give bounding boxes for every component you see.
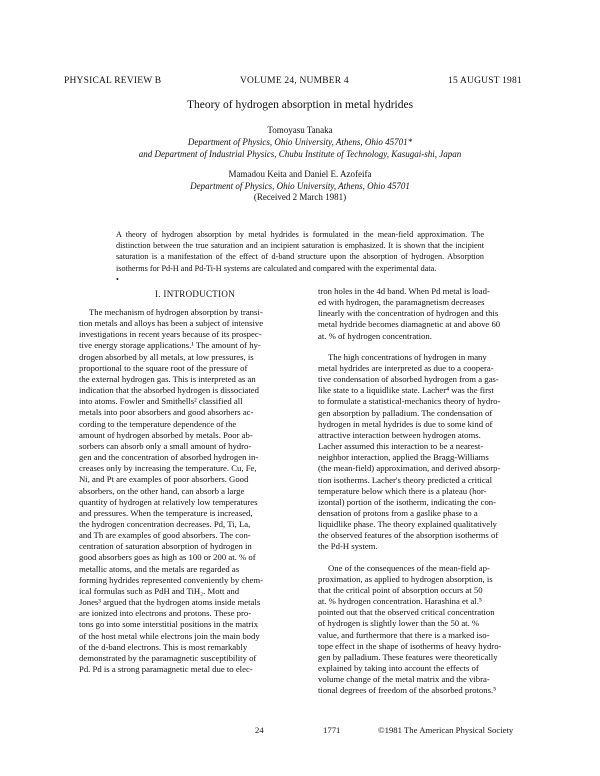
text-line: densation of protons from a gaslike phase to a	[318, 507, 478, 518]
text-line: ical formulas such as PdH and TiH₂. Mott and	[79, 585, 240, 596]
text-line: to formulate a statistical-mechanics theory of hydro-	[318, 396, 501, 407]
text-line: at. % of hydrogen concentration.	[318, 330, 432, 341]
separator-dot: •	[116, 275, 119, 284]
text-line: investigations in recent years because of its prospec-	[79, 329, 262, 340]
left-column	[79, 307, 305, 675]
text-line: centration of saturation absorption of hydrogen in	[79, 541, 252, 552]
text-line: Lacher assumed this interaction to be a nearest-	[318, 441, 484, 452]
abstract: A theory of hydrogen absorption by metal hydrides is formulated in the mean-field approximation. The distinction between the true saturation and an incipient saturation is emphasized. It is shown that the incipient saturation is a manifestation of the effect of d-band structure upon the absorption of hydrogen. Absorption isotherms for Pd-H and Pd-Ti-H systems are calculated and compared with the experimental data.	[116, 230, 484, 273]
text-line: the observed features of the absorption isotherms of	[318, 530, 499, 541]
text-line: tion metals and alloys has been a subject of intensive	[79, 318, 264, 329]
text-line: amount of hydrogen absorbed by metals. Poor ab-	[79, 429, 253, 440]
section-heading: I. INTRODUCTION	[155, 289, 235, 299]
text-line: proximation, as applied to hydrogen absorption, is	[318, 573, 493, 584]
affiliation-1a: Department of Physics, Ohio University, Athens, Ohio 45701*	[187, 137, 413, 147]
text-line: and pressures. When the temperature is increased,	[79, 507, 253, 518]
text-line: liquidlike phase. The theory explained qualitatively	[318, 519, 497, 530]
text-line: demonstrated by the paramagnetic susceptibility of	[79, 652, 257, 663]
text-line: at. % hydrogen concentration. Harashina et al.⁵	[318, 596, 482, 607]
text-line: metal hydride becomes diamagnetic at and above 60	[318, 319, 501, 330]
text-line: The mechanism of hydrogen absorption by transi-	[89, 307, 263, 317]
text-line: gen and the concentration of absorbed hydrogen in-	[79, 452, 259, 463]
text-line: proportional to the square root of the pressure of	[79, 362, 248, 373]
copyright: ©1981 The American Physical Society	[378, 725, 514, 735]
text-line: izontal) portion of the isotherm, indicating the con-	[318, 496, 497, 507]
text-line: tion isotherms. Lacher's theory predicted a critical	[318, 474, 493, 485]
text-line: of the d-band electrons. This is most remarkably	[79, 641, 248, 652]
text-line: tive energy storage applications.¹ The amount of hy-	[79, 340, 261, 351]
text-line: The high concentrations of hydrogen in many	[328, 351, 487, 362]
text-line: One of the consequences of the mean-field ap-	[328, 562, 490, 573]
text-line: tional degrees of freedom of the absorbed protons.⁵	[318, 685, 497, 696]
text-line: the external hydrogen gas. This is interpreted as an	[79, 373, 256, 384]
author-line-2: Mamadou Keita and Daniel E. Azofeifa	[228, 169, 372, 179]
text-line: absorbers, on the other hand, can absorb a large	[79, 485, 245, 496]
text-line: metals into poor absorbers and good absorbers ac-	[79, 407, 254, 418]
text-line: and Th are examples of good absorbers. The con-	[79, 530, 251, 541]
text-line: sorbers can absorb only a small amount of hydro-	[79, 440, 252, 451]
text-line: tons go into some interstitial positions in the matrix	[79, 619, 259, 630]
text-line: neighbor interaction, applied the Bragg-Williams	[318, 452, 489, 463]
received-date: (Received 2 March 1981)	[253, 192, 347, 202]
text-line: explained by taking into account the effects of	[318, 663, 479, 673]
text-line: ed with hydrogen, the paramagnetism decreases	[318, 297, 485, 308]
text-line: metal hydrides are interpreted as due to a coopera-	[318, 362, 494, 373]
volume-number: VOLUME 24, NUMBER 4	[240, 76, 349, 86]
text-line: are ionized into electrons and protons. These pro-	[79, 608, 252, 619]
text-line: gen absorption by palladium. The condensation of	[318, 407, 493, 418]
text-line: volume change of the metal matrix and the vibra-	[318, 674, 490, 685]
text-line: attractive interaction between hydrogen atoms.	[318, 429, 481, 440]
text-line: quantity of hydrogen at relatively low temperatures	[79, 496, 258, 507]
text-line: hydrogen in metal hydrides is due to some kind of	[318, 418, 493, 429]
footer-volume: 24	[255, 725, 264, 735]
text-line: the hydrogen concentration decreases. Pd, Ti, La,	[79, 518, 251, 529]
text-line: cording to the temperature dependence of the	[79, 418, 237, 429]
text-line: creases only by increasing the temperature. Cu, Fe,	[79, 463, 257, 474]
text-line: Jones³ argued that the hydrogen atoms inside metals	[79, 597, 261, 608]
page-number: 1771	[323, 725, 341, 735]
text-line: tron holes in the 4d band. When Pd metal is load-	[318, 286, 490, 296]
right-paragraph-1	[318, 286, 538, 342]
affiliation-1b: and Department of Industrial Physics, Chubu Institute of Technology, Kasugai-shi, Japan	[138, 149, 462, 159]
text-line: drogen absorbed by all metals, at low pressures, is	[79, 351, 254, 362]
affiliation-2: Department of Physics, Ohio University, Athens, Ohio 45701	[190, 181, 410, 191]
paper-title: Theory of hydrogen absorption in metal hydrides	[186, 99, 414, 111]
text-line: the Pd-H system.	[318, 541, 378, 552]
text-line: good absorbers goes as high as 100 or 200 at. % of	[79, 552, 256, 563]
journal-name: PHYSICAL REVIEW B	[64, 76, 162, 86]
text-line: gen by palladium. These features were theoretically	[318, 651, 498, 662]
text-line: tive condensation of absorbed hydrogen from a gas-	[318, 374, 499, 385]
author-line-1: Tomoyasu Tanaka	[267, 125, 333, 135]
text-line: like state to a liquidlike state. Lacher⁴ was the first	[318, 385, 494, 396]
text-line: of the host metal while electrons join the main body	[79, 630, 260, 641]
text-line: metallic atoms, and the metals are regarded as	[79, 563, 240, 574]
text-line: pointed out that the observed critical concentration	[318, 607, 495, 618]
text-line: Pd. Pd is a strong paramagnetic metal due to elec-	[79, 664, 253, 674]
text-line: Ni, and Pt are examples of poor absorbers. Good	[79, 474, 249, 485]
text-line: forming hydrides represented conveniently by chem-	[79, 574, 264, 585]
text-line: value, and furthermore that there is a marked iso-	[318, 629, 490, 640]
text-line: of hydrogen is slightly lower than the 50 at. %	[318, 618, 480, 629]
text-line: that the critical point of absorption occurs at 50	[318, 584, 483, 595]
issue-date: 15 AUGUST 1981	[448, 76, 522, 86]
right-column	[318, 286, 538, 696]
right-paragraph-3	[318, 563, 538, 697]
text-line: tope effect in the shape of isotherms of heavy hydro-	[318, 640, 502, 651]
text-line: temperature below which there is a plateau (hor-	[318, 485, 487, 496]
text-line: (the mean-field) approximation, and derived absorp-	[318, 463, 501, 474]
text-line: linearly with the concentration of hydrogen and this	[318, 308, 499, 319]
right-paragraph-2	[318, 352, 538, 553]
text-line: into atoms. Fowler and Smithells² classified all	[79, 396, 243, 407]
text-line: indication that the absorbed hydrogen is dissociated	[79, 385, 259, 396]
